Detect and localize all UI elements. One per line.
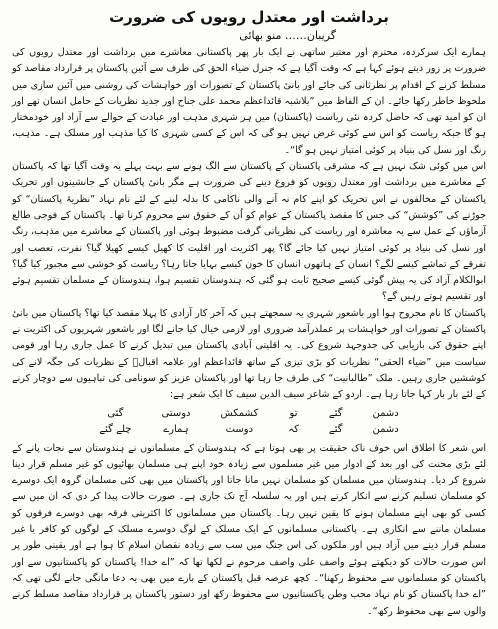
poem-word: گئے	[328, 423, 343, 435]
poem-word: دشمن	[372, 407, 399, 419]
article-paragraph-3: پاکستان کا نام مجروح ہوا اور باشعور شہری یہ سمجھتے ہیں کہ آخر کار آزادی کا پہلا مقصد کیا تھا؟ پاکستان میں بانیٔ پاکستان کے تصورات اور خواہشات پر عملدرآمد ضروری اور لازمی خیال کیا جانے لگا اور باشعور شہریوں کی اکثریت نے اپنے حقوق کی بازیابی کی جدوجہد شروع کی۔ یہ اقلیتی آبادی پاکستان میں تبدیل کرنے کا عمل جاری رہا اور قومی سیاست میں ”ضیاء الحقی“ نظریات کو بڑی تیزی کے ساتھ قائداعظم اور علامہ اقبالؒ کے نظریات کی جگہ لانے کی کوششیں جاری رہیں۔ ملک ”طالبانیت“ کی طرف جا رہا تھا اور پاکستان عزیز کو سونامی کی تباہیوں سے دوچار کرنے کے لئے بار بار کہا جاتا رہا ہے۔ اردو کے شاعر سیف الدین سیف کا ایک شعر ہے:	[12, 307, 486, 401]
poem-word: ہمارے	[163, 423, 189, 435]
article-paragraph-1: ہمارے ایک سرکردہ، محترم اور معتبر ساتھی نے ایک بار پھر پاکستانی معاشرے میں برداشت اور معتدل رویوں کی ضرورت پر زور دیتے ہوئے کہا ہے کہ وقت آگیا ہے کہ جنرل ضیاء الحق کی طرف سے آئین پاکستان پر قرارداد مقاصد کو مسلط کرنے کے اقدام پر نظرثانی کی جائے اور بانیٔ پاکستان کے تصورات اور خواہشات کی روشنی میں آئین سازی میں ملحوظ خاطر رکھا جائے۔ ان کے الفاظ میں ”بلاشبہ قائداعظم محمد علی جناح اور جدید نظریات کے حامل انسان تھے اور ان کو امید تھی کہ حاصل کردہ نئی ریاست (پاکستان) میں ہر شہری مذہب اور عبادت کے حوالے سے آزاد اور خودمختار ہو گا جبکہ ریاست کو اس سے کوئی غرض نہیں ہو گی کہ اس کے کسی شہری کا کیا مذہب اور مسلک ہے۔ مذہب، رنگ اور نسل کی بنیاد پر کوئی امتیاز نہیں ہو گا“۔	[12, 47, 486, 156]
article-title: برداشت اور معتدل رویوں کی ضرورت	[109, 8, 389, 26]
article-paragraph-2: اس میں کوئی شک نہیں ہے کہ مشرقی پاکستان کے پاکستان سے الگ ہونے سے بہت پہلے یہ وقت آگیا تھا کہ پاکستان کے معاشرے میں برداشت اور معتدل رویوں کو فروغ دینے کی ضرورت ہے مگر بانیٔ پاکستان کے جانشینوں اور تحریک پاکستان کے مخالفوں نے اس تحریک کو اپنے کام نہ آنے والی ناکامی کا بدلہ لینے کے لئے نام نہاد ”نظریۂ پاکستان“ کو جوڑنے کی ”کوشش“ کی جس کا مقصد پاکستان کے عوام کو اُن کے حقوق سے محروم کرنا تھا۔ پاکستان کے فوجی طالع آزماؤں کے عمل سے یہ معاشرہ اور ریاست کی نظریاتی گرفت مضبوط ہوئی اور پاکستان کے معاشرے میں مذہب، رنگ اور نسل کی بنیاد پر کوئی امتیاز نہیں کیا جائے گا؟ پھر اکثریت اور اقلیت کا کھیل کیسے کھیلا گیا؟ نفرت، تعصب اور تفرقے کے تماشے کیسے لگے؟ انسان کے ہاتھوں انسان کا خون کیسے بہایا جاتا رہا؟ ریاست کو خوشی سے مجبور کیا گیا؟ ابوالکلام آزاد کی یہ پیش گوئی کیسے صحیح ثابت ہو گئی کہ ہندوستان تقسیم ہوا، ہندوستان کے مسلمان تقسیم ہوئے اور تقسیم ہوتے رہیں گے؟	[12, 161, 486, 303]
poem-word: چلے گئے	[99, 423, 132, 435]
poem-word: دشمن	[372, 423, 399, 435]
poem-word: دوست	[225, 423, 254, 435]
poem-couplet	[12, 407, 486, 437]
poem-word: کشمکش	[220, 407, 259, 419]
poem-word: گئی	[107, 407, 124, 419]
article-byline: گریبان…… منو بھائی	[239, 29, 336, 42]
poem-word: گئے	[328, 407, 343, 419]
poem-word: کہ	[288, 423, 299, 435]
poem-word: تو	[289, 407, 298, 419]
poem-word: دوستی	[161, 407, 191, 419]
article-paragraph-4: اس شعر کا اطلاق اس خوف ناک حقیقت پر بھی ہوتا ہے کہ ہندوستان کے مسلمانوں نے ہندوستان سے نجات پانے کے لئے بڑی محنت کی اور بعد کے ادوار میں غیر مسلموں سے زیادہ خود اپنے ہی مسلمان بھائیوں کو غیر مسلم قرار دینا شروع کر دیا۔ ہندوستان میں مسلمان کو مسلمان نہیں مانا جاتا اور پاکستان میں بھی کئی مسلمان گروہ ایک دوسرے کو مسلمان تسلیم کرنے سے انکار کرتے ہیں اور یہ سلسلہ آج تک جاری ہے۔ صورت حالات پیدا کر دی کہ ان میں سے کسی کو بھی اپنے مسلمان ہونے کا یقین نہیں رہا۔ پاکستان میں مسلمانوں کا اکثریتی فرقہ بھی دوسرے فرقوں کو مسلمان ماننے سے انکاری ہے۔ پاکستانی مسلمانوں کے ایک مسلک کے لوگ دوسرے مسلک کے لوگوں کو کافر یا غیر مسلم قرار دینے میں آزاد ہیں اور ملکوں کی اس جنگ میں سب سے زیادہ نقصان اسلام کا ہوا ہے اور یقینی طور پر اس صورت حالات کو دیکھتے ہوئے واصف علی واصف مرحوم نے لکھا تھا کہ ”اے خدا! پاکستان کو پاکستانیوں سے اور پاکستان کو مسلمانوں سے محفوظ رکھنا“۔ کچھ عرصہ قبل پاکستان کے بارے میں بھی یہ دعا مانگی جانے لگی تھی کہ ”اے خدا پاکستان کو نام نہاد محب وطن پاکستانیوں سے محفوظ رکھ اور دستور پاکستان پر قرارداد مقاصد مسلط کرنے والوں سے بھی محفوظ رکھ“۔	[12, 442, 487, 617]
